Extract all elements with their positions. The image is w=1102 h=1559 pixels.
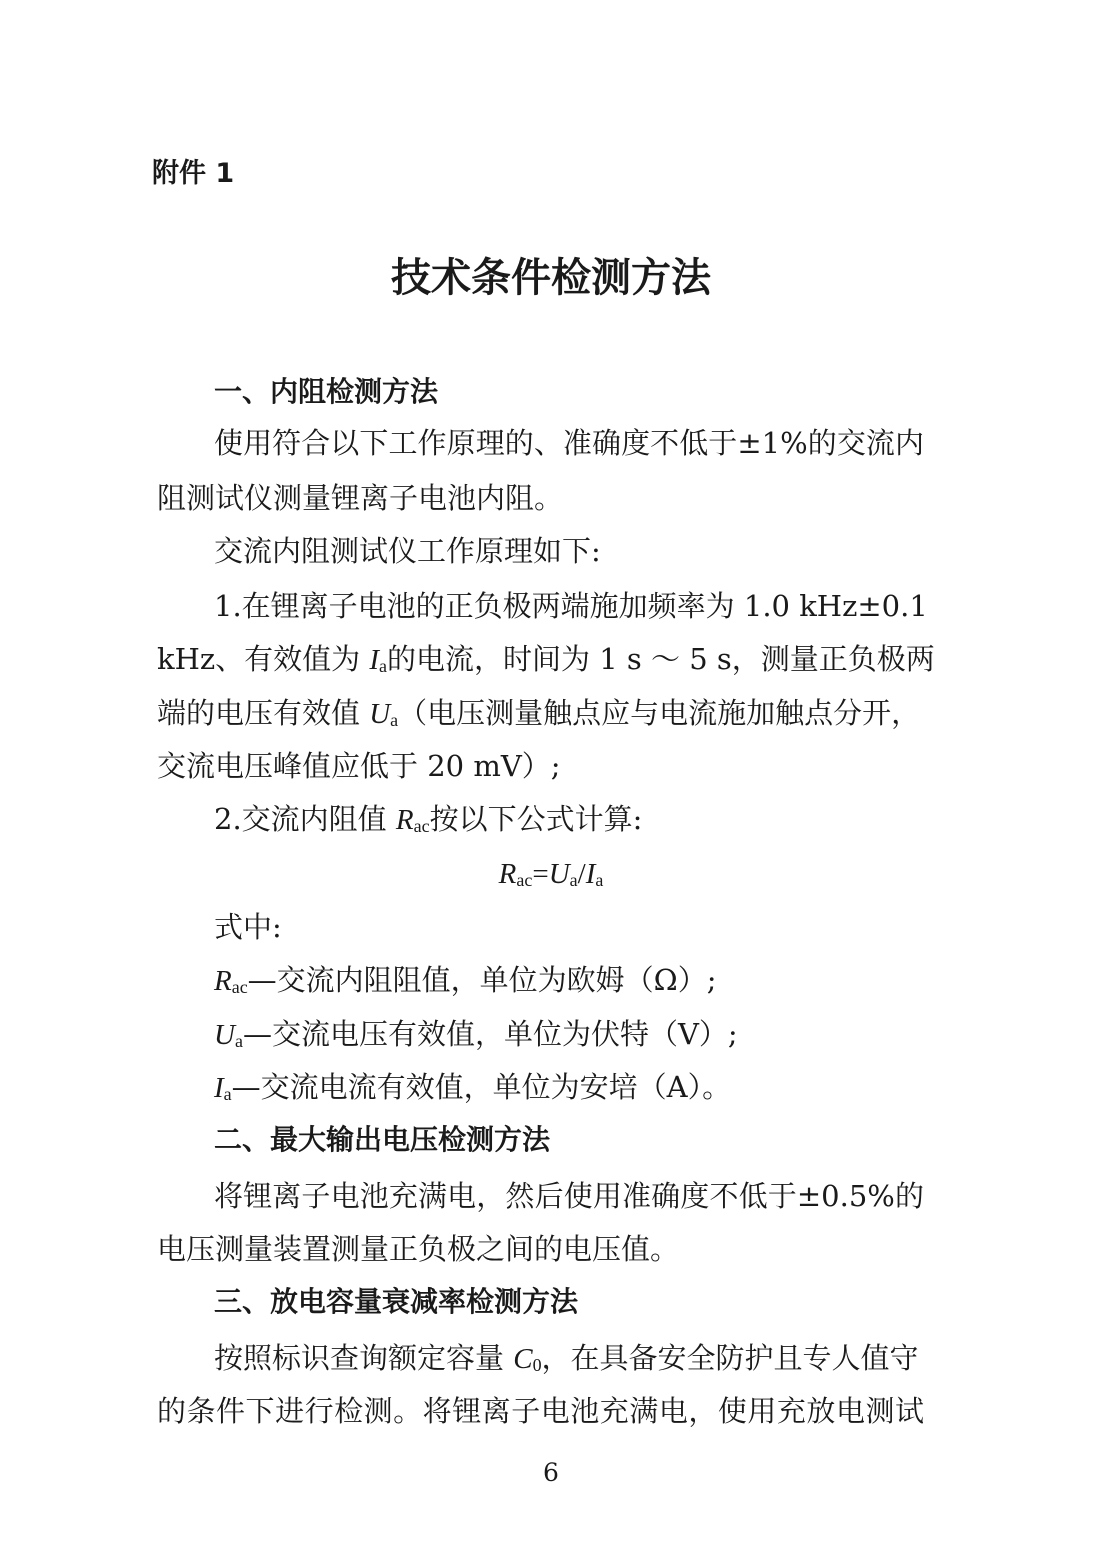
sec1-paragraph-1-line-2: 阻测试仪测量锂离子电池内阻。 (157, 481, 564, 515)
formula (0, 856, 1102, 895)
symbol-R: R (395, 804, 414, 836)
def-symbol-I: I (214, 1072, 224, 1104)
section-2-heading: 二、最大输出电压检测方法 (214, 1123, 551, 1156)
formula-slash: / (577, 858, 586, 890)
attachment-label: 附件 1 (152, 158, 235, 189)
sec3-paragraph-line-1 (214, 1340, 919, 1380)
def-subscript-a: a (234, 1031, 243, 1052)
subscript-ac: ac (413, 816, 430, 837)
formula-U: U (548, 858, 570, 890)
definition-I (214, 1069, 731, 1109)
sec3-paragraph-line-2: 的条件下进行检测。将锂离子电池充满电，使用充放电测试 (157, 1394, 924, 1428)
sec1-paragraph-1-line-1: 使用符合以下工作原理的、准确度不低于±1%的交流内 (214, 426, 924, 460)
subscript-a: a (390, 710, 399, 731)
formula-equals: = (532, 858, 549, 890)
symbol-U: U (369, 698, 391, 730)
def-symbol-U: U (214, 1019, 235, 1051)
formula-R-sub: ac (516, 870, 533, 891)
def-symbol-R: R (214, 965, 232, 997)
section-3-heading: 三、放电容量衰减率检测方法 (214, 1285, 579, 1318)
sec1-paragraph-2: 交流内阻测试仪工作原理如下: (214, 534, 601, 568)
sec2-paragraph-line-1: 将锂离子电池充满电，然后使用准确度不低于±0.5%的 (214, 1179, 924, 1213)
text-segment: 按以下公式计算: (429, 802, 643, 836)
text-segment: ，在具备安全防护且专人值守 (541, 1341, 919, 1375)
def-subscript-a: a (223, 1084, 232, 1105)
text-segment: kHz、有效值为 (157, 642, 370, 676)
subscript-0: 0 (532, 1355, 542, 1376)
def-text: —交流内阻阻值，单位为欧姆（Ω）; (247, 963, 717, 997)
formula-I-sub: a (595, 870, 604, 891)
document-title: 技术条件检测方法 (391, 255, 711, 301)
text-segment: （电压测量触点应与电流施加触点分开， (398, 696, 921, 730)
symbol-I: I (369, 644, 380, 676)
text-segment: 的电流，时间为 1 s ～ 5 s，测量正负极两 (387, 642, 935, 676)
sec1-step-2 (214, 801, 642, 841)
definition-R (214, 962, 717, 1002)
formula-R: R (498, 858, 517, 890)
sec2-paragraph-line-2: 电压测量装置测量正负极之间的电压值。 (157, 1232, 680, 1266)
sec1-step-1-line-3 (157, 695, 920, 735)
text-segment: 端的电压有效值 (157, 696, 370, 730)
symbol-C: C (513, 1343, 533, 1375)
sec1-step-1-line-1: 1.在锂离子电池的正负极两端施加频率为 1.0 kHz±0.1 (214, 589, 928, 623)
sec1-step-1-line-4: 交流电压峰值应低于 20 mV）; (157, 749, 561, 783)
where-label: 式中: (214, 910, 282, 944)
definition-U (214, 1016, 738, 1056)
def-text: —交流电流有效值，单位为安培（A）。 (231, 1070, 732, 1104)
formula-I: I (585, 858, 596, 890)
subscript-a: a (379, 656, 388, 677)
section-1-heading: 一、内阻检测方法 (214, 375, 439, 408)
page-number: 6 (543, 1458, 559, 1487)
def-subscript-ac: ac (231, 977, 248, 998)
sec1-step-1-line-2 (157, 641, 935, 681)
text-segment: 2.交流内阻值 (214, 802, 396, 836)
formula-U-sub: a (569, 870, 578, 891)
def-text: —交流电压有效值，单位为伏特（V）; (242, 1017, 738, 1051)
text-segment: 按照标识查询额定容量 (214, 1341, 514, 1375)
